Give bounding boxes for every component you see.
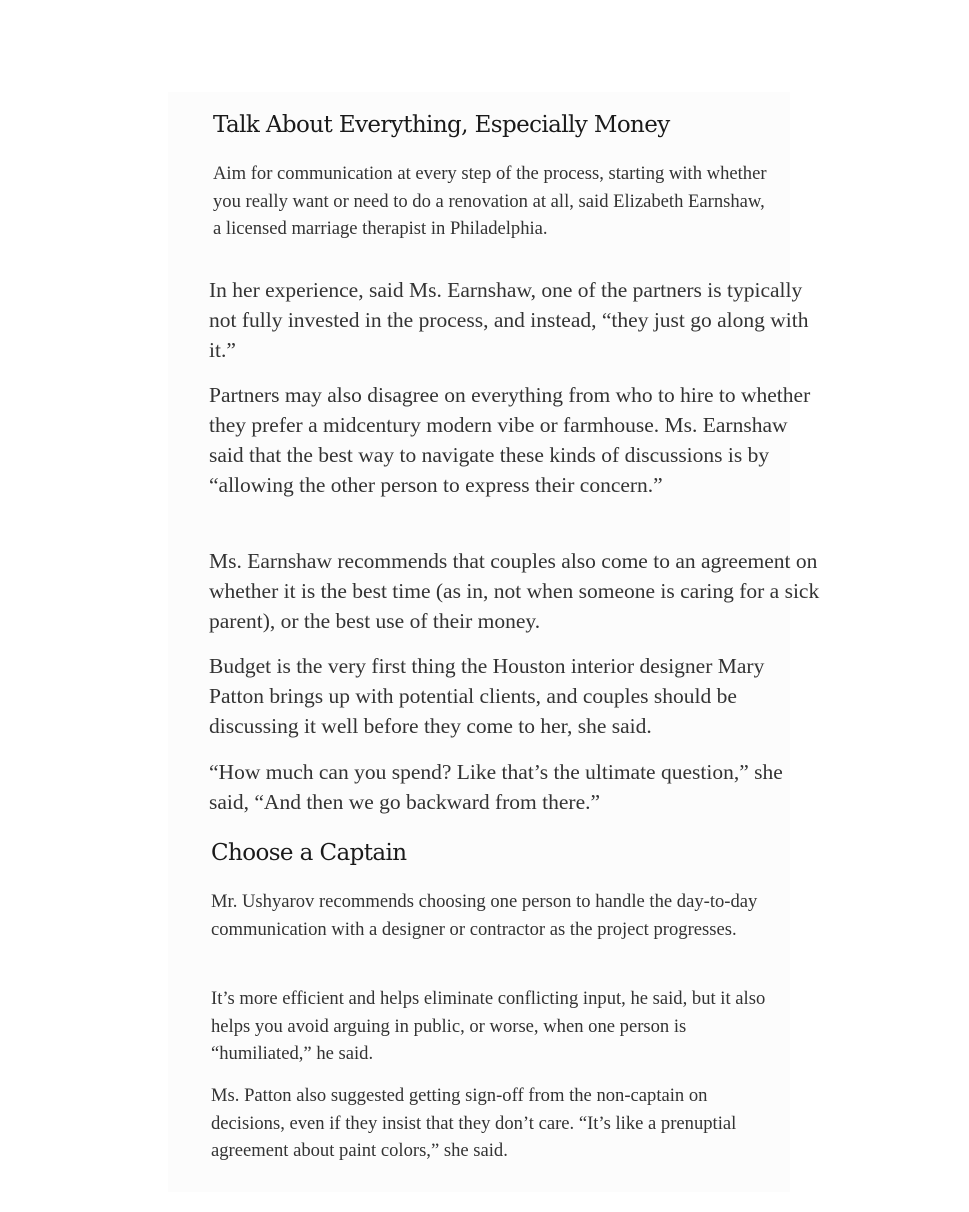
section-heading-choose-a-captain: Choose a Captain <box>211 840 407 866</box>
body-paragraph: Ms. Patton also suggested getting sign-off from the non-captain on decisions, even if they insist that they don’t care. “It’s like a prenuptial agreement about paint colors,” she said. <box>211 1085 737 1161</box>
body-paragraph: Partners may also disagree on everything from who to hire to whether they prefer a midcentury modern vibe or farmhouse. Ms. Earnshaw said that the best way to navigate these kinds of discussions is by “allowing the other person to express their concern.” <box>209 383 811 497</box>
body-paragraph: It’s more efficient and helps eliminate conflicting input, he said, but it also helps you avoid arguing in public, or worse, when one person is “humiliated,” he said. <box>211 988 766 1064</box>
body-paragraph: Budget is the very first thing the Houston interior designer Mary Patton brings up with potential clients, and couples should be discussing it well before they come to her, she said. <box>209 654 765 738</box>
body-paragraph: Ms. Earnshaw recommends that couples also come to an agreement on whether it is the best time (as in, not when someone is caring for a sick parent), or the best use of their money. <box>209 549 820 633</box>
body-paragraph: In her experience, said Ms. Earnshaw, one of the partners is typically not fully invested in the process, and instead, “they just go along with it.” <box>209 278 809 362</box>
body-paragraph: Mr. Ushyarov recommends choosing one person to handle the day-to-day communication with a designer or contractor as the project progresses. <box>211 891 758 940</box>
section-heading-talk-about-everything: Talk About Everything, Especially Money <box>213 112 670 138</box>
section-intro-paragraph: Aim for communication at every step of the process, starting with whether you really want or need to do a renovation at all, said Elizabeth Earnshaw, a licensed marriage therapist in Philadelphia. <box>213 163 767 239</box>
body-paragraph: “How much can you spend? Like that’s the ultimate question,” she said, “And then we go backward from there.” <box>209 760 783 814</box>
